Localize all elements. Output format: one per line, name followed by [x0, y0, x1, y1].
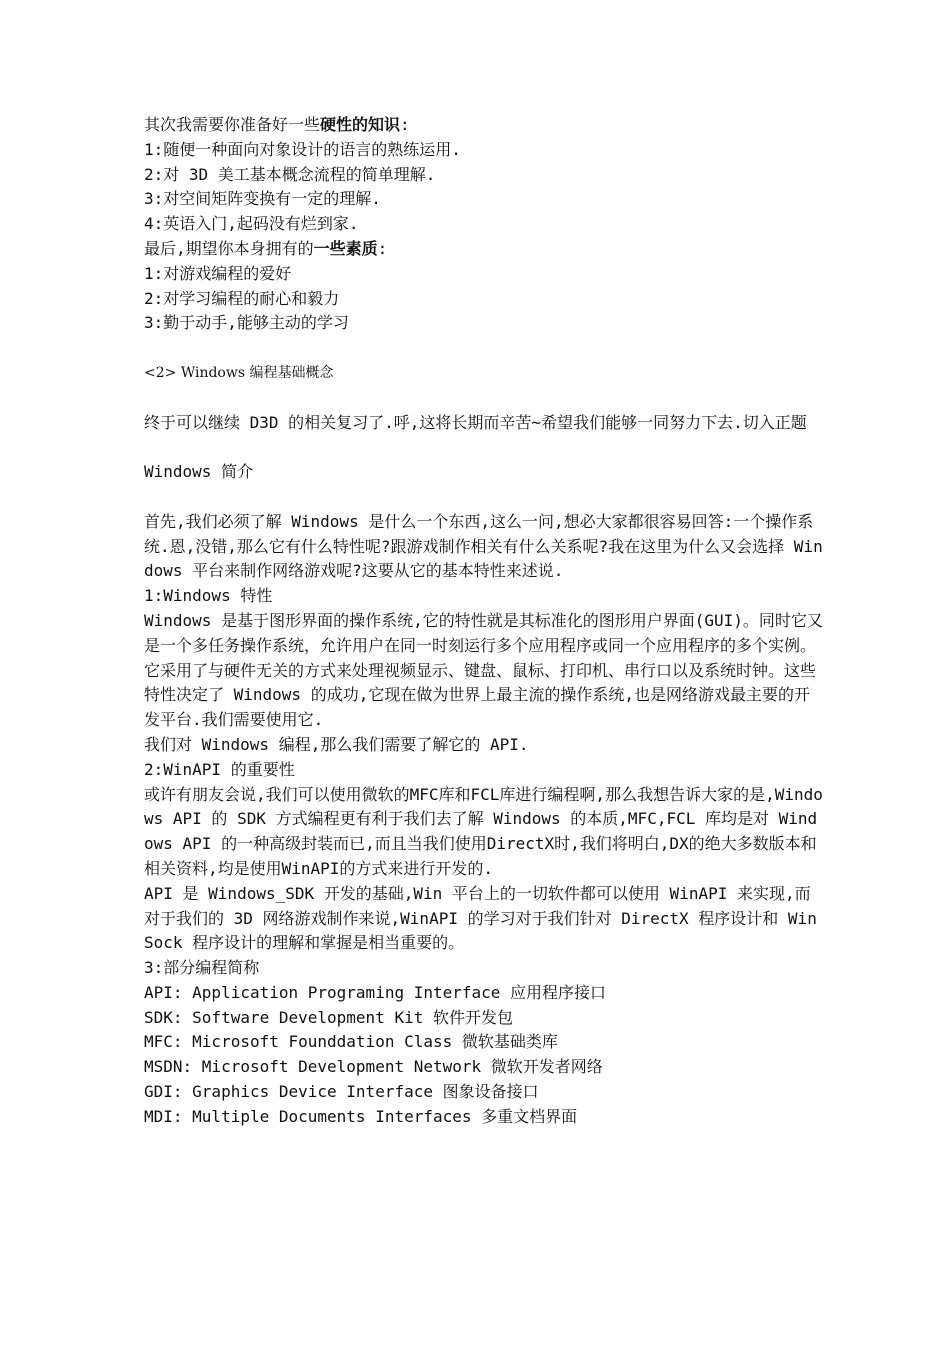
intro-bold-text: 硬性的知识: [320, 115, 401, 134]
spacer: [144, 435, 824, 460]
list-item: 4:英语入门,起码没有烂到家.: [144, 214, 359, 234]
intro-suffix: :: [377, 238, 388, 258]
abbreviation-item: GDI: Graphics Device Interface 图象设备接口: [144, 1082, 539, 1102]
spacer: [144, 485, 824, 510]
features-paragraph: Windows 是基于图形界面的操作系统,它的特性就是其标准化的图形用户界面(GUI)。同时它又是一个多任务操作系统，允许用户在同一时刻运行多个应用程序或同一个应用程序的多个实例。它采用了与硬件无关的方式来处理视频显示、键盘、鼠标、打印机、串行口以及系统时钟。这些特性决定了 Windows 的成功,它现在做为世界上最主流的操作系统,也是网络游戏最主要的开发平台.我们需要使用它.: [144, 610, 823, 730]
windows-intro-paragraph: 首先,我们必须了解 Windows 是什么一个东西,这么一问,想必大家都很容易回答:一个操作系统.恩,没错,那么它有什么特性呢?跟游戏制作相关有什么关系呢?我在这里为什么又会选择 Windows 平台来制作网络游戏呢?这要从它的基本特性来述说.: [144, 511, 823, 581]
hard-knowledge-intro: [144, 113, 824, 138]
list-item: 1:对游戏编程的爱好: [144, 263, 292, 283]
intro-text: 最后,期望你本身拥有的: [144, 238, 314, 258]
opening-paragraph: 终于可以继续 D3D 的相关复习了.呼,这将长期而辛苦~希望我们能够一同努力下去.切入正题: [144, 412, 807, 432]
qualities-intro: [144, 237, 824, 262]
windows-intro-heading: Windows 简介: [144, 462, 254, 482]
intro-bold-text: 一些素质: [313, 238, 378, 258]
features-heading: 1:Windows 特性: [144, 586, 273, 606]
abbreviation-item: SDK: Software Development Kit 软件开发包: [144, 1007, 513, 1027]
intro-suffix: :: [400, 115, 410, 134]
abbreviation-item: MSDN: Microsoft Development Network 微软开发者网络: [144, 1057, 603, 1077]
winapi-heading: 2:WinAPI 的重要性: [144, 759, 295, 779]
spacer: [144, 336, 824, 361]
list-item: 2:对学习编程的耐心和毅力: [144, 288, 340, 308]
winapi-paragraph-2: API 是 Windows_SDK 开发的基础,Win 平台上的一切软件都可以使用 WinAPI 来实现,而对于我们的 3D 网络游戏制作来说,WinAPI 的学习对于我们针对 DirectX 程序设计和 WinSock 程序设计的理解和掌握是相当重要的。: [144, 883, 817, 953]
abbreviation-item: MDI: Multiple Documents Interfaces 多重文档界面: [144, 1106, 578, 1126]
list-item: 2:对 3D 美工基本概念流程的简单理解.: [144, 164, 436, 184]
document-page: [144, 113, 824, 1130]
abbreviations-heading: 3:部分编程简称: [144, 958, 260, 978]
intro-text: 其次我需要你准备好一些: [144, 115, 321, 134]
features-followup: 我们对 Windows 编程,那么我们需要了解它的 API.: [144, 734, 529, 754]
spacer: [144, 386, 824, 411]
abbreviation-item: API: Application Programing Interface 应用程序接口: [144, 982, 607, 1002]
winapi-paragraph-1: 或许有朋友会说,我们可以使用微软的MFC库和FCL库进行编程啊,那么我想告诉大家的是,Windows API 的 SDK 方式编程更有利于我们去了解 Windows 的本质,MFC,FCL 库均是对 Windows API 的一种高级封装而已,而且当我们使用DirectX时,我们将明白,DX的绝大多数版本和相关资料,均是使用WinAPI的方式来进行开发的.: [144, 784, 823, 878]
list-item: 3:对空间矩阵变换有一定的理解.: [144, 189, 381, 209]
list-item: 1:随便一种面向对象设计的语言的熟练运用.: [144, 139, 461, 159]
chapter-title: <2> Windows 编程基础概念: [144, 364, 334, 381]
abbreviation-item: MFC: Microsoft Founddation Class 微软基础类库: [144, 1032, 558, 1052]
list-item: 3:勤于动手,能够主动的学习: [144, 313, 349, 333]
